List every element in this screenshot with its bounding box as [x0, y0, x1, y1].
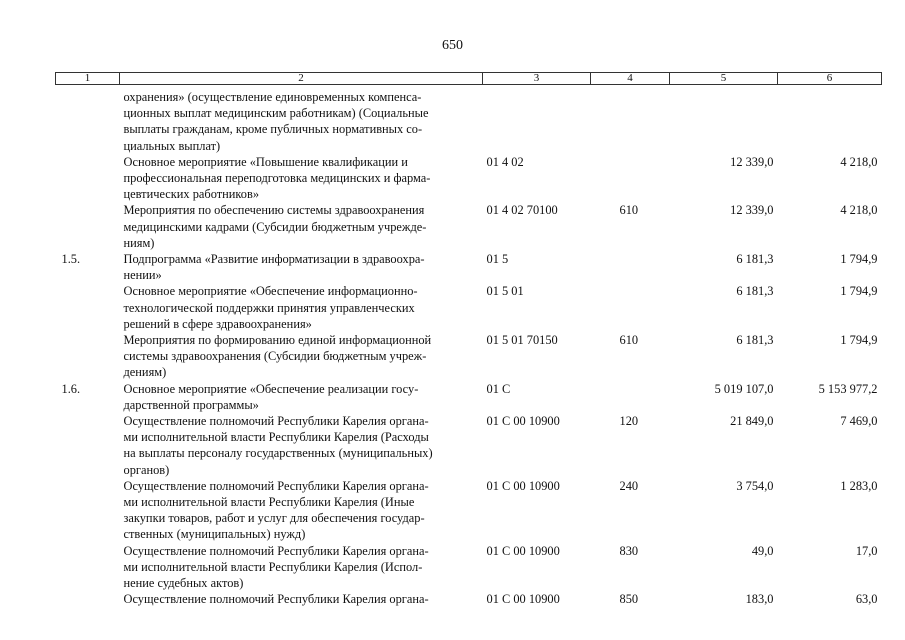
row-number [56, 591, 120, 607]
row-number [56, 154, 120, 203]
row-description [120, 251, 483, 283]
table-row [56, 85, 882, 154]
amount-year-2: 1 794,9 [840, 252, 878, 267]
amount-year-1: 183,0 [745, 592, 774, 607]
description-line: ми исполнительной власти Республики Карелия (Иные [123, 495, 415, 510]
row-number [56, 413, 120, 478]
row-description [120, 543, 483, 592]
column-header: 1 [56, 73, 120, 85]
description-line: ционных выплат медицинским работникам) (Социальные [123, 106, 429, 121]
row-description [120, 85, 483, 154]
row-number [56, 202, 120, 251]
column-header: 5 [670, 73, 778, 85]
description-line: Осуществление полномочий Республики Карелия органа- [123, 414, 429, 429]
description-line: закупки товаров, работ и услуг для обеспечения государ- [123, 511, 425, 526]
expense-type: 610 [619, 203, 639, 218]
row-description [120, 413, 483, 478]
description-line: Мероприятия по формированию единой информационной [123, 333, 432, 348]
amount-year-1: 3 754,0 [736, 478, 774, 493]
target-code [483, 85, 591, 154]
target-code: 01 С 00 10900 [486, 592, 560, 607]
expense-type [591, 85, 670, 154]
row-description [120, 202, 483, 251]
expense-type [591, 154, 670, 203]
target-code: 01 С [486, 381, 511, 396]
description-line: цевтических работников» [123, 187, 260, 202]
description-line: Основное мероприятие «Обеспечение реализации госу- [123, 381, 419, 396]
expense-type: 850 [619, 592, 639, 607]
amount-year-2: 1 283,0 [840, 478, 878, 493]
description-line: ми исполнительной власти Республики Карелия (Испол- [123, 559, 423, 574]
amount-year-2: 7 469,0 [840, 414, 878, 429]
expense-type [591, 251, 670, 283]
amount-year-2: 5 153 977,2 [818, 381, 878, 396]
description-line: медицинскими кадрами (Субсидии бюджетным учрежде- [123, 219, 427, 234]
row-description [120, 332, 483, 381]
amount-year-1: 6 181,3 [736, 333, 774, 348]
table-row [56, 283, 882, 332]
amount-year-1: 6 181,3 [736, 252, 774, 267]
description-line: ми исполнительной власти Республики Карелия (Расходы [123, 430, 429, 445]
row-description [120, 381, 483, 413]
table-row [56, 543, 882, 592]
table-body [56, 85, 882, 608]
page-number: 650 [442, 38, 463, 53]
description-line: Подпрограмма «Развитие информатизации в здравоохра- [123, 252, 425, 267]
budget-table [55, 72, 882, 608]
table-row [56, 413, 882, 478]
description-line: Основное мероприятие «Повышение квалификации и [123, 154, 408, 169]
description-line: ственных (муниципальных) нужд) [123, 527, 306, 542]
description-line: Осуществление полномочий Республики Карелия органа- [123, 478, 429, 493]
amount-year-2: 1 794,9 [840, 284, 878, 299]
amount-year-1 [670, 85, 778, 154]
description-line: ниям) [123, 235, 155, 250]
header-row [56, 73, 882, 85]
column-header: 6 [778, 73, 882, 85]
amount-year-1: 49,0 [751, 543, 774, 558]
expense-type [591, 381, 670, 413]
table-row [56, 251, 882, 283]
table-row [56, 154, 882, 203]
description-line: нении» [123, 268, 162, 283]
row-number: 1.5. [61, 252, 81, 267]
amount-year-2: 1 794,9 [840, 333, 878, 348]
description-line: органов) [123, 462, 170, 477]
target-code: 01 С 00 10900 [486, 543, 560, 558]
description-line: Основное мероприятие «Обеспечение информационно- [123, 284, 418, 299]
target-code: 01 С 00 10900 [486, 478, 560, 493]
description-line: охранения» (осуществление единовременных компенса- [123, 90, 422, 104]
expense-type: 120 [619, 414, 639, 429]
amount-year-1: 5 019 107,0 [714, 381, 774, 396]
amount-year-2: 4 218,0 [840, 154, 878, 169]
amount-year-2 [778, 85, 882, 154]
description-line: технологической поддержки принятия управленческих [123, 300, 415, 315]
row-number [56, 543, 120, 592]
expense-type: 830 [619, 543, 639, 558]
description-line: Осуществление полномочий Республики Карелия органа- [123, 592, 429, 607]
row-description [120, 591, 483, 607]
column-header: 3 [483, 73, 591, 85]
target-code: 01 С 00 10900 [486, 414, 560, 429]
table-row [56, 591, 882, 607]
expense-type: 240 [619, 478, 639, 493]
target-code: 01 5 [486, 252, 509, 267]
amount-year-2: 4 218,0 [840, 203, 878, 218]
amount-year-1: 12 339,0 [730, 154, 774, 169]
target-code: 01 5 01 [486, 284, 524, 299]
row-description [120, 154, 483, 203]
description-line: профессиональная переподготовка медицинских и фарма- [123, 171, 431, 186]
amount-year-2: 63,0 [855, 592, 878, 607]
description-line: выплаты гражданам, кроме публичных нормативных со- [123, 122, 423, 137]
row-number [56, 478, 120, 543]
amount-year-1: 21 849,0 [730, 414, 774, 429]
row-description [120, 283, 483, 332]
target-code: 01 5 01 70150 [486, 333, 558, 348]
description-line: дарственной программы» [123, 397, 259, 412]
expense-type [591, 283, 670, 332]
amount-year-1: 12 339,0 [730, 203, 774, 218]
row-number [56, 332, 120, 381]
description-line: Мероприятия по обеспечению системы здравоохранения [123, 203, 425, 218]
target-code: 01 4 02 [486, 154, 524, 169]
description-line: циальных выплат) [123, 138, 221, 153]
row-number [56, 283, 120, 332]
row-description [120, 478, 483, 543]
amount-year-2: 17,0 [855, 543, 878, 558]
table-row [56, 381, 882, 413]
column-header: 2 [120, 73, 483, 85]
description-line: дениям) [123, 365, 167, 380]
target-code: 01 4 02 70100 [486, 203, 558, 218]
table-row [56, 202, 882, 251]
description-line: системы здравоохранения (Субсидии бюджетным учреж- [123, 349, 427, 364]
description-line: нение судебных актов) [123, 576, 244, 591]
row-number: 1.6. [61, 381, 81, 396]
row-number [56, 85, 120, 154]
amount-year-1: 6 181,3 [736, 284, 774, 299]
column-header: 4 [591, 73, 670, 85]
table-header [56, 73, 882, 85]
description-line: Осуществление полномочий Республики Карелия органа- [123, 543, 429, 558]
description-line: на выплаты персоналу государственных (муниципальных) [123, 446, 433, 461]
table-row [56, 478, 882, 543]
description-line: решений в сфере здравоохранения» [123, 316, 312, 331]
expense-type: 610 [619, 333, 639, 348]
table-row [56, 332, 882, 381]
